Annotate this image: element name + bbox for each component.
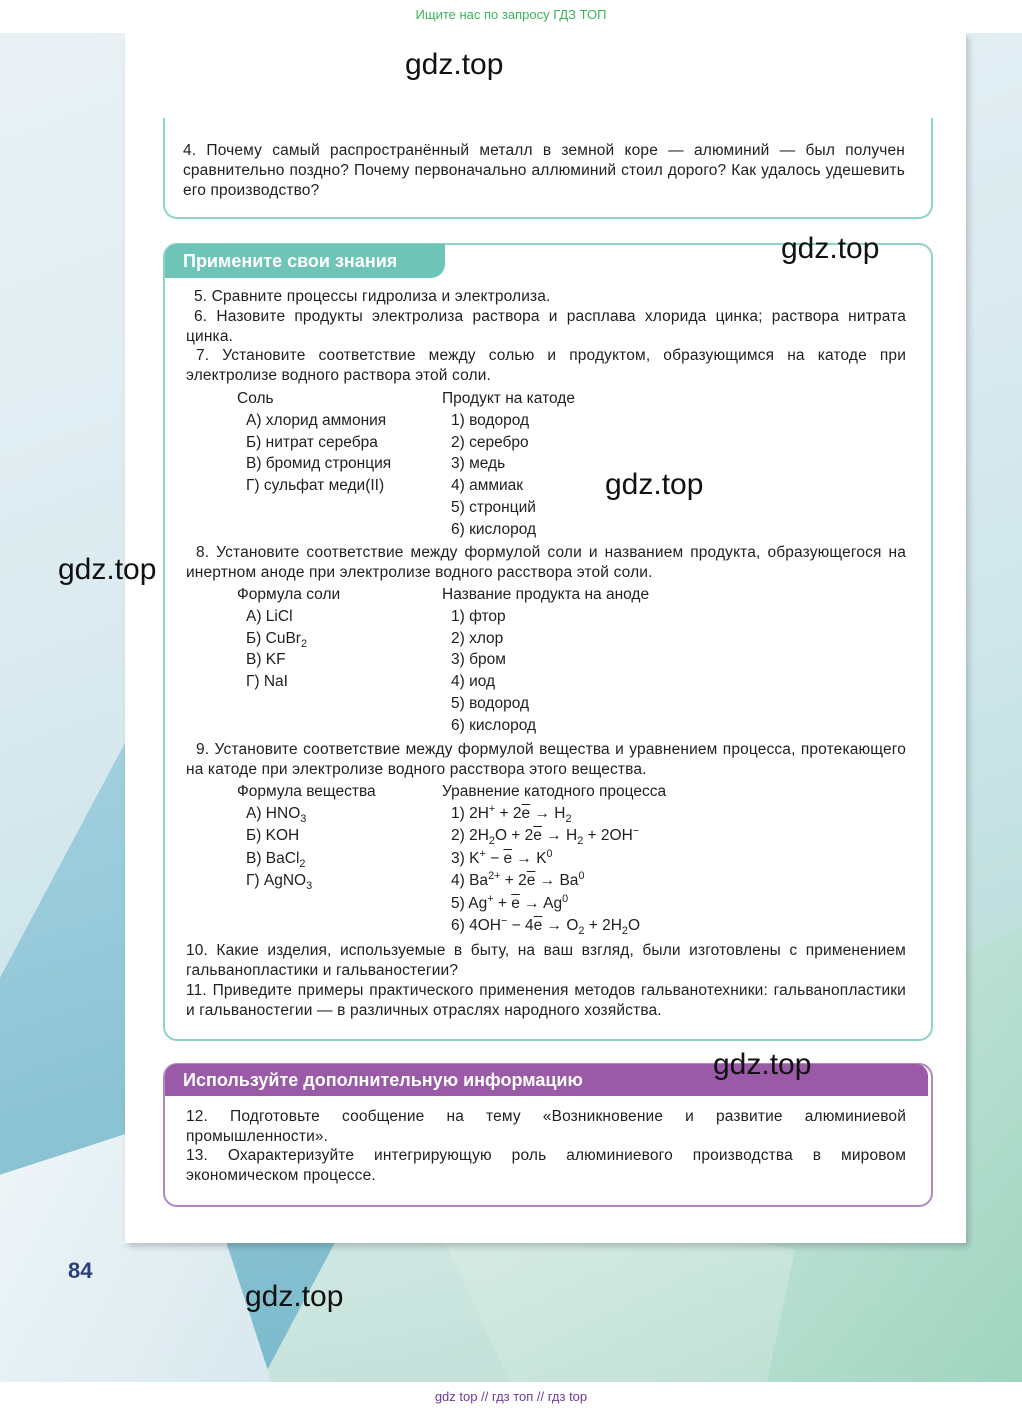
q7-right-item: 5) стронций <box>451 498 536 516</box>
q9-left-item: А) $HNO_3$ <box>246 804 307 825</box>
question-4: 4. Почему самый распространённый металл в земной коре — алюминий — был получен сравнительно поздно? Почему первоначально аллюминий стоил дорого? Как удалось удешевить его производство? <box>183 142 905 199</box>
q8-right-item: 5) водород <box>451 694 530 712</box>
q8-right-item: 6) кислород <box>451 716 537 734</box>
q8-left-header: Формула соли <box>237 586 341 603</box>
q8-products <box>442 584 649 737</box>
question-7: 7. Установите соответствие между солью и продуктом, образующимся на катоде при электролизе водного раствора этой соли. <box>186 347 906 384</box>
question-5: 5. Сравните процессы гидролиза и электролиза. <box>194 288 551 305</box>
apply-section-title: Примените свои знания <box>165 244 445 278</box>
q8-right-item: 4) иод <box>451 673 496 691</box>
question-11: 11. Приведите примеры практического применения методов гальванотехники: гальванопластики и гальваностегии — в различных отраслях народного хозяйства. <box>186 982 906 1019</box>
q9-equation: 5) $Ag^+ + \overline{e} \to Ag^0$ <box>451 892 569 912</box>
q8-right-item: 3) бром <box>451 651 506 669</box>
q9-left-item: Б) KOH <box>246 827 300 845</box>
q9-equations <box>442 781 666 938</box>
q9-equation: 2) $2H_2O + 2\overline{e} \to H_2 + 2OH^-$ <box>451 825 640 848</box>
q9-equation: 1) $2H^+ + 2\overline{e} \to H_2$ <box>451 802 572 825</box>
q8-right-header: Название продукта на аноде <box>442 586 650 603</box>
q8-left-item: Г) NaI <box>246 673 288 691</box>
q8-left-item: А) LiCl <box>246 607 293 625</box>
q9-left-header: Формула вещества <box>237 783 376 800</box>
q9-equation: 6) $4OH^- - 4\overline{e} \to O_2 + 2H_2O$ <box>451 915 641 938</box>
q9-left-item: В) BaCl$_2$ <box>246 849 306 870</box>
watermark: gdz.top <box>713 1048 812 1081</box>
watermark: gdz.top <box>405 48 504 81</box>
q7-left-header: Соль <box>237 390 274 407</box>
q9-right-header: Уравнение катодного процесса <box>442 783 667 800</box>
question-6: 6. Назовите продукты электролиза раствора и расплава хлорида цинка; раствора нитрата цинка. <box>186 308 906 345</box>
watermark: gdz.top <box>605 468 704 501</box>
q9-formulas <box>237 781 376 893</box>
watermark: gdz.top <box>245 1280 344 1313</box>
extra-section-title: Используйте дополнительную информацию <box>165 1064 928 1096</box>
q8-right-item: 2) хлор <box>451 629 504 647</box>
q7-left-item: Г) сульфат меди(II) <box>246 477 385 495</box>
q7-right-item: 6) кислород <box>451 520 537 538</box>
q9-equation: 3) $K^+ - \overline{e} \to K^0$ <box>451 847 553 867</box>
question-13: 13. Охарактеризуйте интегрирующую роль алюминиевого производства в мировом экономическом процессе. <box>186 1147 906 1184</box>
q7-right-item: 4) аммиак <box>451 477 524 495</box>
watermark: gdz.top <box>781 232 880 265</box>
footer-links[interactable]: gdz top // гдз топ // гдз top <box>0 1382 1022 1415</box>
q7-right-item: 3) медь <box>451 455 506 473</box>
q7-products <box>442 388 575 541</box>
watermark: gdz.top <box>58 553 157 586</box>
q8-left-item: В) KF <box>246 651 286 669</box>
question-8: 8. Установите соответствие между формулой соли и названием продукта, образующегося на инертном аноде при электролизе водного расствора этой соли. <box>186 544 906 581</box>
q8-formulas <box>237 584 340 693</box>
q7-left-item: Б) нитрат серебра <box>246 433 378 451</box>
page-number: 84 <box>68 1258 93 1283</box>
q7-right-header: Продукт на катоде <box>442 390 575 407</box>
q7-left-item: В) бромид стронция <box>246 455 392 473</box>
top-banner: Ищите нас по запросу ГДЗ ТОП <box>415 7 607 22</box>
q7-left-item: А) хлорид аммония <box>246 411 387 429</box>
q9-equation: 4) $Ba^{2+} + 2\overline{e} \to Ba^0$ <box>451 870 585 890</box>
q8-left-item: Б) CuBr$_2$ <box>246 629 307 650</box>
q7-right-item: 1) водород <box>451 411 530 429</box>
q7-right-item: 2) серебро <box>451 433 529 451</box>
q9-left-item: Г) AgNO$_3$ <box>246 872 313 893</box>
question-10: 10. Какие изделия, используемые в быту, на ваш взгляд, были изготовлены с применением гальванопластики и гальваностегии? <box>186 942 906 979</box>
q7-salts <box>237 388 391 497</box>
q8-right-item: 1) фтор <box>451 607 506 625</box>
question-9: 9. Установите соответствие между формулой вещества и уравнением процесса, протекающего на катоде при электролизе водного расствора этого вещества. <box>186 741 906 778</box>
question-12: 12. Подготовьте сообщение на тему «Возникновение и развитие алюминиевой промышленности». <box>186 1108 906 1145</box>
